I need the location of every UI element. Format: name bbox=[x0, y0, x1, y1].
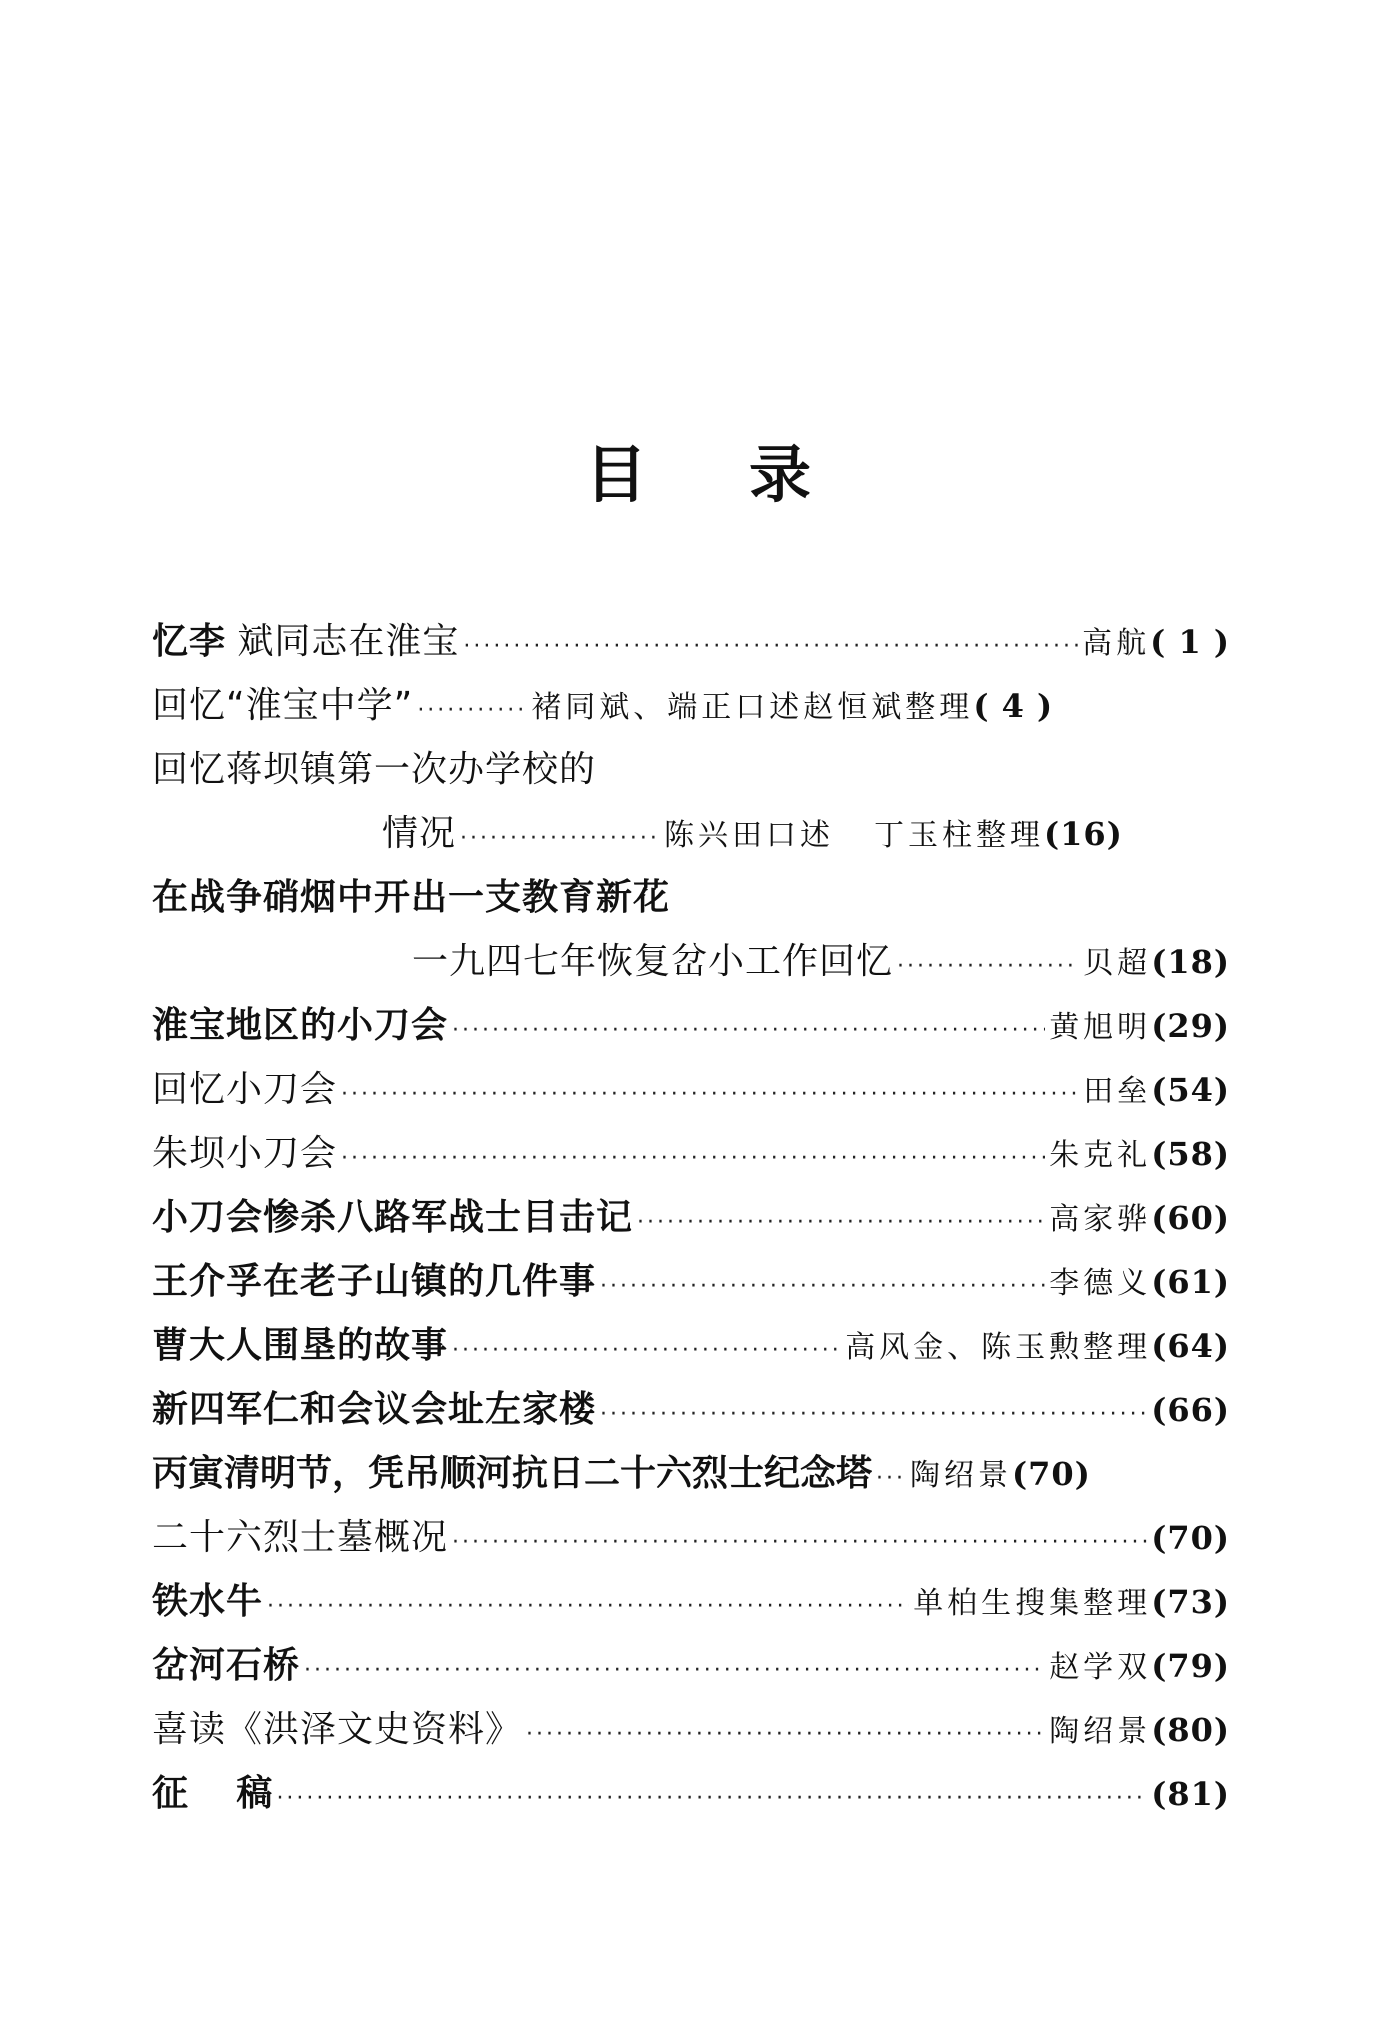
leader-dots bbox=[304, 1639, 1045, 1703]
toc-entry[interactable] bbox=[152, 1506, 1230, 1570]
table-of-contents bbox=[152, 610, 1230, 1826]
toc-entry-title: 回忆小刀会 bbox=[152, 1069, 338, 1110]
toc-entry[interactable] bbox=[152, 610, 1230, 674]
toc-entry-page: (64) bbox=[1151, 1327, 1230, 1365]
leader-dots bbox=[452, 1319, 841, 1383]
toc-entry-title: 丙寅清明节，凭吊顺河抗日二十六烈士纪念塔 bbox=[152, 1453, 873, 1494]
toc-entry-page: (61) bbox=[1151, 1263, 1230, 1301]
toc-entry[interactable] bbox=[152, 674, 1230, 738]
toc-entry[interactable] bbox=[152, 1634, 1230, 1698]
toc-entry-page: (18) bbox=[1151, 943, 1230, 981]
toc-entry-author: 高航 bbox=[1082, 626, 1151, 661]
toc-entry-page: (80) bbox=[1151, 1711, 1230, 1749]
toc-entry-page: (70) bbox=[1151, 1519, 1230, 1557]
leader-dots bbox=[526, 1703, 1045, 1767]
toc-entry[interactable] bbox=[152, 1250, 1230, 1314]
title-char-2: 录 bbox=[749, 438, 814, 511]
toc-entry-author: 褚同斌、端正口述赵恒斌整理 bbox=[531, 690, 974, 725]
toc-entry[interactable] bbox=[152, 994, 1230, 1058]
toc-entry-title: 二十六烈士墓概况 bbox=[152, 1517, 449, 1558]
leader-dots bbox=[897, 935, 1079, 999]
leader-dots bbox=[460, 807, 660, 871]
toc-entry-author: 单柏生搜集整理 bbox=[913, 1586, 1152, 1621]
leader-dots bbox=[600, 1383, 1147, 1447]
toc-entry-author: 高风金、陈玉勲整理 bbox=[845, 1330, 1152, 1365]
toc-entry[interactable] bbox=[152, 1570, 1230, 1634]
toc-entry-title: 在战争硝烟中开出一支教育新花 bbox=[152, 877, 671, 918]
toc-entry-title: 岔河石桥 bbox=[152, 1645, 301, 1686]
page-title bbox=[585, 425, 813, 514]
toc-entry-author: 朱克礼 bbox=[1049, 1138, 1152, 1173]
leader-dots bbox=[452, 999, 1045, 1063]
toc-entry[interactable] bbox=[152, 1762, 1230, 1826]
toc-entry[interactable] bbox=[152, 1698, 1230, 1762]
toc-entry[interactable] bbox=[152, 1058, 1230, 1122]
toc-entry-title: 王介孚在老子山镇的几件事 bbox=[152, 1261, 597, 1302]
toc-entry-page: (73) bbox=[1151, 1583, 1230, 1621]
toc-entry-author: 高家骅 bbox=[1049, 1202, 1152, 1237]
toc-entry-author: 陈兴田口述 bbox=[664, 818, 835, 853]
leader-dots bbox=[637, 1191, 1045, 1255]
toc-entry-title: 新四军仁和会议会址左家楼 bbox=[152, 1389, 597, 1430]
toc-entry-title: 朱坝小刀会 bbox=[152, 1133, 338, 1174]
toc-entry-page: (79) bbox=[1151, 1647, 1230, 1685]
toc-entry-page: (66) bbox=[1151, 1391, 1230, 1429]
toc-entry-title: 喜读《洪泽文史资料》 bbox=[152, 1709, 523, 1750]
toc-entry-author: 田垒 bbox=[1083, 1074, 1152, 1109]
leader-dots bbox=[341, 1127, 1045, 1191]
toc-entry[interactable] bbox=[152, 866, 1230, 930]
toc-entry-page: (29) bbox=[1151, 1007, 1230, 1045]
toc-entry-title: 淮宝地区的小刀会 bbox=[152, 1005, 449, 1046]
leader-dots bbox=[452, 1511, 1147, 1575]
leader-dots bbox=[276, 1767, 1147, 1831]
toc-entry-title: 回忆蒋坝镇第一次办学校的 bbox=[152, 749, 597, 790]
toc-entry[interactable] bbox=[152, 802, 1230, 866]
toc-entry[interactable] bbox=[152, 738, 1230, 802]
toc-entry-title: 小刀会惨杀八路军战士目击记 bbox=[152, 1197, 634, 1238]
toc-entry-page: ( 4 ) bbox=[973, 687, 1054, 725]
toc-entry-title: 情况 bbox=[382, 813, 457, 854]
leader-dots bbox=[463, 615, 1078, 679]
toc-entry-page: (54) bbox=[1151, 1071, 1230, 1109]
toc-entry-author: 陶绍景 bbox=[1049, 1714, 1152, 1749]
toc-entry-title: 征 bbox=[152, 1773, 189, 1814]
toc-entry-title: 曹大人围垦的故事 bbox=[152, 1325, 449, 1366]
toc-entry-title: 铁水牛 bbox=[152, 1581, 264, 1622]
toc-entry[interactable] bbox=[152, 1186, 1230, 1250]
leader-dots bbox=[876, 1447, 906, 1511]
leader-dots bbox=[267, 1575, 909, 1639]
leader-dots bbox=[417, 679, 527, 743]
toc-entry-author: 贝超 bbox=[1083, 946, 1152, 981]
toc-entry-page: (70) bbox=[1012, 1455, 1091, 1493]
title-char-1: 目 bbox=[585, 438, 650, 511]
toc-entry-title: 一九四七年恢复岔小工作回忆 bbox=[412, 941, 894, 982]
leader-dots bbox=[341, 1063, 1079, 1127]
toc-entry-page: (60) bbox=[1151, 1199, 1230, 1237]
toc-entry-title: 回忆“淮宝中学” bbox=[152, 685, 414, 726]
toc-entry-author: 丁玉柱整理 bbox=[874, 818, 1045, 853]
toc-entry[interactable] bbox=[152, 1314, 1230, 1378]
toc-entry-author: 李德义 bbox=[1049, 1266, 1152, 1301]
toc-entry-title: 斌同志在淮宝 bbox=[237, 621, 460, 662]
toc-entry[interactable] bbox=[152, 930, 1230, 994]
toc-entry[interactable] bbox=[152, 1378, 1230, 1442]
toc-entry-page: (16) bbox=[1044, 815, 1123, 853]
toc-entry[interactable] bbox=[152, 1122, 1230, 1186]
toc-entry-author: 陶绍景 bbox=[910, 1458, 1013, 1493]
toc-entry-author: 黄旭明 bbox=[1049, 1010, 1152, 1045]
toc-entry-title: 稿 bbox=[236, 1773, 273, 1814]
toc-entry-title: 忆李 bbox=[152, 621, 227, 662]
toc-entry-page: (58) bbox=[1151, 1135, 1230, 1173]
toc-entry-page: (81) bbox=[1151, 1775, 1230, 1813]
toc-entry-page: ( 1 ) bbox=[1150, 623, 1230, 661]
toc-entry[interactable] bbox=[152, 1442, 1230, 1506]
leader-dots bbox=[600, 1255, 1045, 1319]
toc-entry-author: 赵学双 bbox=[1049, 1650, 1152, 1685]
